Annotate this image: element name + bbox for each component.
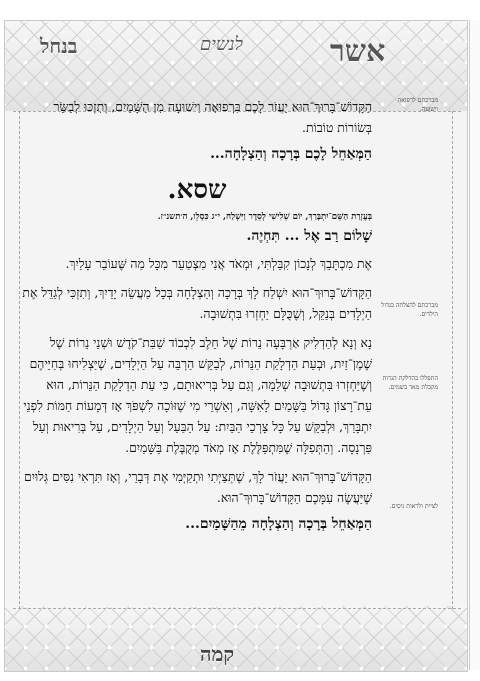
margin-note: לציית ולראות ניסים. [389, 503, 438, 510]
footer-decoration [5, 606, 467, 671]
paragraph: נָא וְנָא לְהַדְלִיק אַרְבָּעָה נֵרוֹת שֶׁל חֵלֶב לִכְבוֹד שַׁבַּת־קֹדֶשׁ וּשְׁנֵי נֵרוֹת שֶׁל שֶׁמֶן־זַיִת, וּבְעֵת הַדְלָקַת הַנֵּרוֹת, לְבַקֵּשׁ הַרְבֵּה עַל הַיְלָדִים, שֶׁיַּצְלִיחוּ בְּחַיֵּיהֶם וְשֶׁיַּחְזְרוּ בִּתְשׁוּבָה שְׁלֵמָה, וְגַם עַל בְּרִיאוּתָם, כִּי עֵת הַדְלָקַת הַנֵּרוֹת, הוּא עֵת־רָצוֹן גָּדוֹל בַּשָּׁמַיִם לָאִשָּׁה, וְאַשְׁרֵי מִי שֶׁזּוֹכָה לִשְׁפֹּךְ אָז דְּמָעוֹת חַמּוֹת לִפְנֵי יִתְבָּרַךְ, וּלְבַקֵּשׁ עַל כָּל צָרְכֵי הַבַּיִת: עַל הַבַּעַל וְעַל הַיְלָדִים, עַל בְּרִיאוּת וְעַל פַּרְנָסָה. וְהַתְּפִלָּה שֶׁמִּתְפַּלֶּלֶת אָז מְאֹד מְקֻבֶּלֶת בַּשָּׁמַיִם. [23, 335, 372, 455]
footer-divider [13, 608, 461, 609]
left-margin-line [19, 111, 20, 609]
dateline: בְּעֶזְרַת הַשֵּׁם־יִתְבָּרַךְ, יוֹם שְׁלִישִׁי לְסֵדֶר וַיִּשְׁלַח, י״ג כִּסְלֵו, ה׳תשנ״ז. [157, 212, 372, 222]
page-edge-tab [469, 20, 480, 670]
paragraph: אֶת מִכְתָּבֵךְ לְנָכוֹן קִבַּלְתִּי, וּמְאֹד אֲנִי מִצְטַעֵר מִכָּל מַה שֶּׁעוֹבֵר עָלַיִךְ. [65, 256, 372, 271]
signoff: הַמְּאַחֵל בְּרָכָה וְהַצְלָחָה מֵהַשָּׁמַיִם... [185, 516, 372, 532]
greeting: שָׁלוֹם רַב אֶל ... תִּחְיֶה. [246, 228, 372, 244]
page-number: קמה [200, 642, 235, 666]
margin-note: מברכתם להצלחה בגדול הילדים. [381, 302, 438, 318]
main-content [22, 96, 372, 545]
paragraph: הַקָּדוֹשׁ־בָּרוּךְ־הוּא יִשְׁלַח לָךְ בְּרָכָה וְהַצְלָחָה בְּכָל מַעֲשֵׂה יָדַיִךְ, וְתִזְכִּי לְגַדֵּל אֶת הַיְלָדִים בְּנַקֵּל, וְשֶׁכֻּלָּם יַחְזְרוּ בִּתְשׁוּבָה. [22, 285, 372, 321]
paragraph: הַקָּדוֹשׁ־בָּרוּךְ־הוּא יַעֲזֹר לָכֶם בִּרְפוּאָה וִישׁוּעָה מִן הַשָּׁמַיִם, וְתִזְכּוּ לְבַשֵּׂר בְּשׂוֹרוֹת טוֹבוֹת. [53, 99, 372, 135]
header-word-asher: אשר [330, 34, 386, 69]
signoff: הַמְּאַחֵל לָכֶם בְּרָכָה וְהַצְלָחָה... [210, 146, 372, 162]
right-margin-line [452, 111, 453, 609]
margin-note: התפללו בהדלקת הנרות מקבלת מאד בשמים. [382, 375, 438, 391]
paragraph: הַקָּדוֹשׁ־בָּרוּךְ־הוּא יַעֲזֹר לָךְ, שֶׁתְּצַיְּתִי וּתְקַיְּמִי אֶת דְּבָרַי, וְאָז תִּרְאִי נִסִּים גְּלוּיִם שֶׁיַּעֲשֶׂה עִמָּכֶם הַקָּדוֹשׁ־בָּרוּךְ־הוּא. [24, 469, 372, 505]
header-word-nachal: בנחל [40, 34, 78, 58]
margin-note: מברכתם לרפואה וישועה. [397, 97, 438, 113]
header-word-nashim: לנשים [200, 34, 243, 55]
letter-number: שסא. [167, 175, 227, 205]
